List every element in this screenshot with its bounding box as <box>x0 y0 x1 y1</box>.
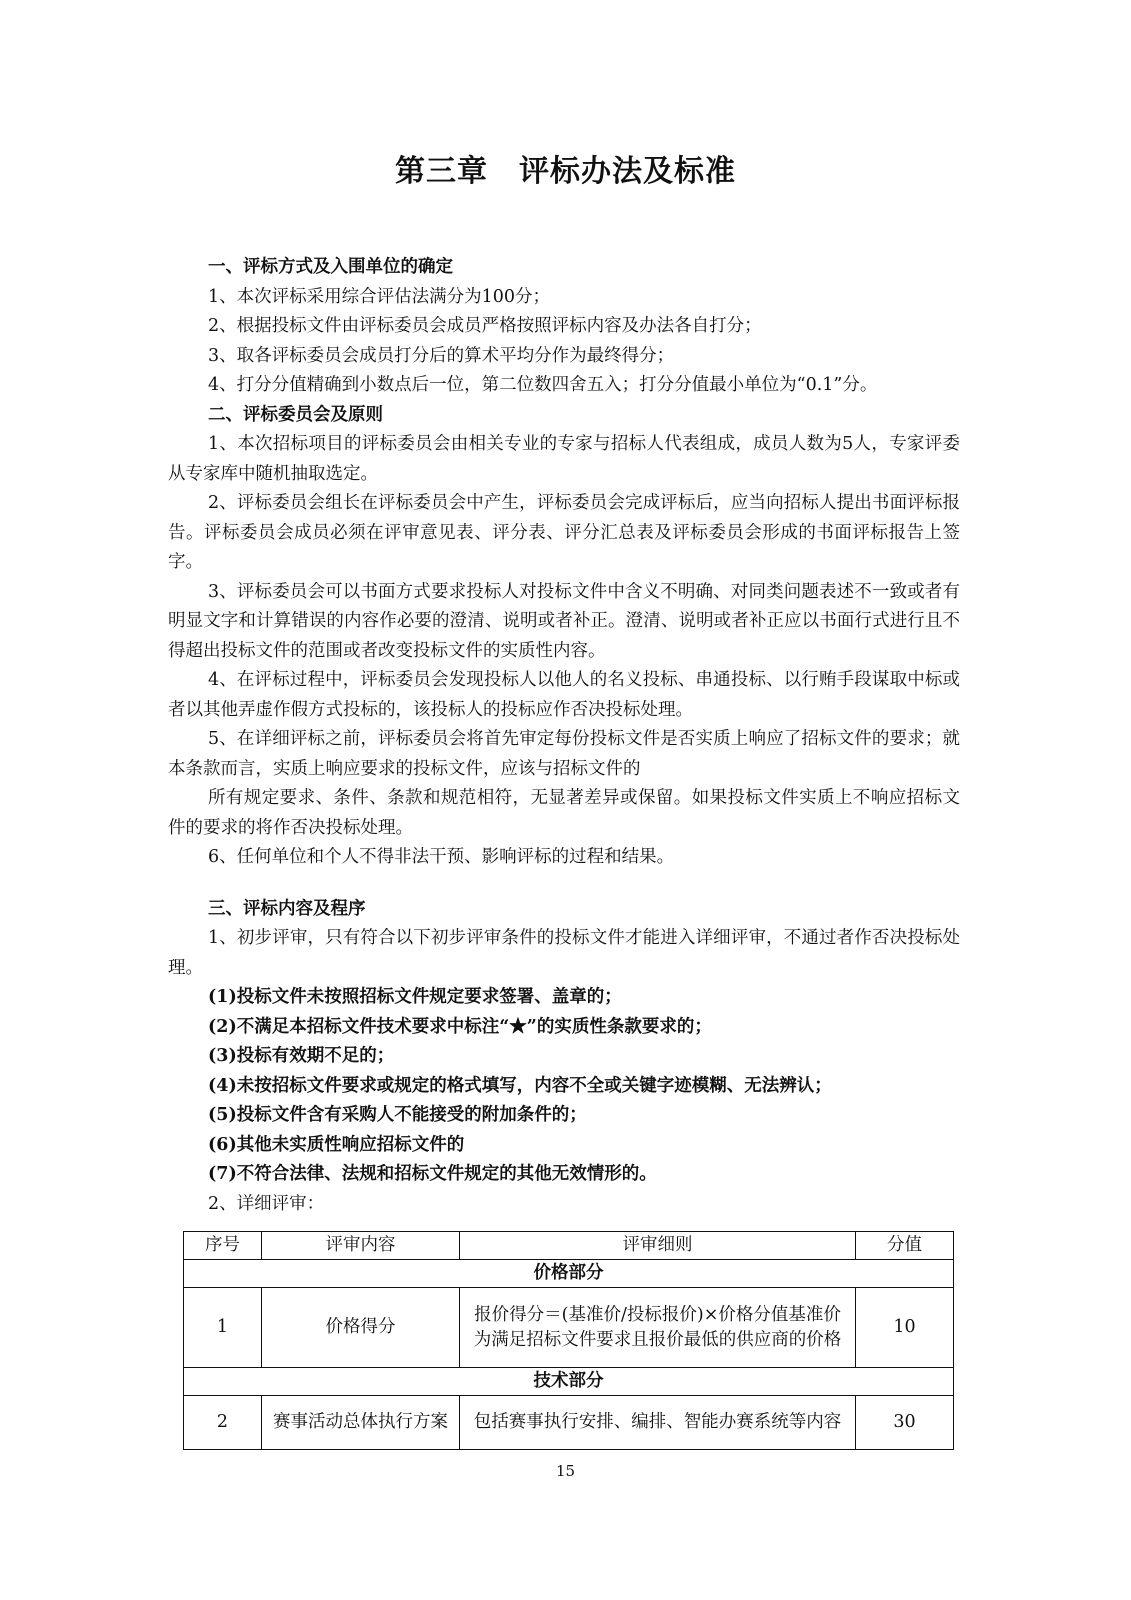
criterion-item: (5)投标文件含有采购人不能接受的附加条件的； <box>208 1105 587 1125</box>
paragraph: 2、评标委员会组长在评标委员会中产生，评标委员会完成评标后，应当向招标人提出书面评标报告。评标委员会成员必须在评审意见表、评分表、评分汇总表及评标委员会形成的书面评标报告上签字。 <box>168 493 960 572</box>
document-body <box>168 253 960 1219</box>
review-table <box>183 1231 954 1450</box>
criterion-item: (6)其他未实质性响应招标文件的 <box>208 1134 465 1155</box>
table-header-cell: 评审内容 <box>262 1232 460 1260</box>
table-row <box>184 1396 954 1450</box>
row-detail-cell: 包括赛事执行安排、编排、智能办赛系统等内容 <box>460 1396 856 1450</box>
paragraph: 5、在详细评标之前，评标委员会将首先审定每份投标文件是否实质上响应了招标文件的要求；就本条款而言，实质上响应要求的投标文件，应该与招标文件的 <box>168 729 960 779</box>
table-section-row <box>184 1260 954 1288</box>
paragraph: 4、在评标过程中，评标委员会发现投标人以他人的名义投标、串通投标、以行贿手段谋取中标或者以其他弄虚作假方式投标的，该投标人的投标应作否决投标处理。 <box>168 670 960 720</box>
table-row <box>184 1288 954 1368</box>
paragraph: 4、打分分值精确到小数点后一位，第二位数四舍五入；打分分值最小单位为“0.1”分。 <box>208 375 878 395</box>
row-content-cell: 赛事活动总体执行方案 <box>262 1396 460 1450</box>
table-header-row <box>184 1232 954 1260</box>
criterion-item: (2)不满足本招标文件技术要求中标注“★”的实质性条款要求的； <box>208 1016 712 1037</box>
page-number: 15 <box>555 1462 576 1480</box>
section-tech-cell: 技术部分 <box>184 1368 954 1396</box>
section-heading: 二、评标委员会及原则 <box>208 404 383 425</box>
criterion-item: (3)投标有效期不足的； <box>208 1046 395 1066</box>
table-header-cell: 分值 <box>856 1232 954 1260</box>
table-section-row <box>184 1368 954 1396</box>
spacer <box>168 873 960 895</box>
row-number-cell: 2 <box>184 1396 262 1450</box>
table-header-cell: 序号 <box>184 1232 262 1260</box>
table-header-cell: 评审细则 <box>460 1232 856 1260</box>
paragraph: 1、本次招标项目的评标委员会由相关专业的专家与招标人代表组成，成员人数为5人，专家评委从专家库中随机抽取选定。 <box>168 434 960 484</box>
paragraph: 2、根据投标文件由评标委员会成员严格按照评标内容及办法各自打分； <box>208 316 762 336</box>
row-content-cell: 价格得分 <box>262 1288 460 1368</box>
paragraph: 6、任何单位和个人不得非法干预、影响评标的过程和结果。 <box>208 847 675 867</box>
paragraph: 2、详细评审： <box>208 1193 325 1214</box>
paragraph: 3、取各评标委员会成员打分后的算术平均分作为最终得分； <box>208 345 675 366</box>
row-score-cell: 30 <box>856 1396 954 1450</box>
paragraph: 1、本次评标采用综合评估法满分为100分； <box>208 286 551 307</box>
section-heading: 一、评标方式及入围单位的确定 <box>208 257 453 277</box>
section-price-cell: 价格部分 <box>184 1260 954 1288</box>
criterion-item: (7)不符合法律、法规和招标文件规定的其他无效情形的。 <box>208 1164 657 1184</box>
section-heading: 三、评标内容及程序 <box>208 898 366 919</box>
paragraph: 1、初步评审，只有符合以下初步评审条件的投标文件才能进入详细评审，不通过者作否决投标处理。 <box>168 928 960 978</box>
page-title: 第三章 评标办法及标准 <box>395 154 736 189</box>
paragraph: 3、评标委员会可以书面方式要求投标人对投标文件中含义不明确、对同类问题表述不一致或者有明显文字和计算错误的内容作必要的澄清、说明或者补正。澄清、说明或者补正应以书面行式进行且不得超出投标文件的范围或者改变投标文件的实质性内容。 <box>168 581 960 661</box>
criterion-item: (1)投标文件未按照招标文件规定要求签署、盖章的； <box>208 987 622 1007</box>
row-score-cell: 10 <box>856 1288 954 1368</box>
row-detail-cell: 报价得分＝(基准价/投标报价)×价格分值基准价为满足招标文件要求且报价最低的供应商的价格 <box>460 1288 856 1368</box>
paragraph: 所有规定要求、条件、条款和规范相符，无显著差异或保留。如果投标文件实质上不响应招标文件的要求的将作否决投标处理。 <box>168 788 960 838</box>
criterion-item: (4)未按招标文件要求或规定的格式填写，内容不全或关键字迹模糊、无法辨认； <box>208 1075 832 1096</box>
row-number-cell: 1 <box>184 1288 262 1368</box>
